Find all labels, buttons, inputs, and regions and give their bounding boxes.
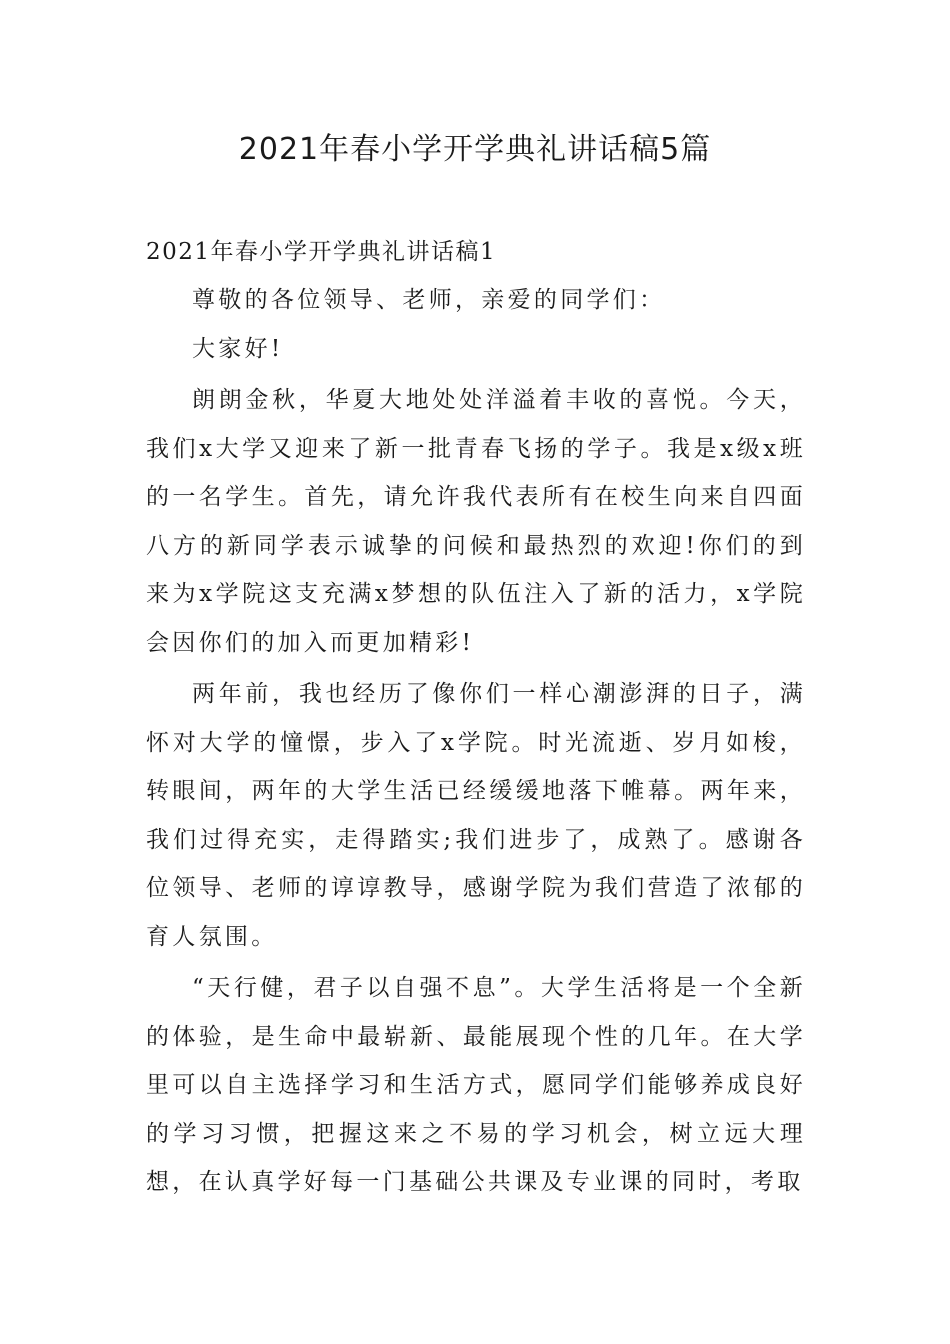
body-paragraph: “天行健，君子以自强不息”。大学生活将是一个全新的体验，是生命中最崭新、最能展现个性的几年。在大学里可以自主选择学习和生活方式，愿同学们能够养成良好的学习习惯，把握这来之不易的学习机会，树立远大理想，在认真学好每一门基础公共课及专业课的同时，考取 [146, 975, 806, 1195]
greeting-paragraph: 大家好! [192, 335, 284, 362]
body-paragraph: 两年前，我也经历了像你们一样心潮澎湃的日子，满怀对大学的憧憬，步入了x学院。时光流逝、岁月如梭，转眼间，两年的大学生活已经缓缓地落下帷幕。两年来，我们过得充实，走得踏实;我们进步了，成熟了。感谢各位领导、老师的谆谆教导，感谢学院为我们营造了浓郁的育人氛围。 [146, 681, 806, 950]
document-title: 2021年春小学开学典礼讲话稿5篇 [238, 132, 712, 167]
body-paragraph: 朗朗金秋，华夏大地处处洋溢着丰收的喜悦。今天，我们x大学又迎来了新一批青春飞扬的学子。我是x级x班的一名学生。首先，请允许我代表所有在校生向来自四面八方的新同学表示诚挚的问候和最热烈的欢迎!你们的到来为x学院这支充满x梦想的队伍注入了新的活力，x学院会因你们的加入而更加精彩! [146, 387, 806, 656]
document-body [146, 228, 806, 1207]
salutation-paragraph: 尊敬的各位领导、老师，亲爱的同学们： [192, 287, 666, 313]
section-heading: 2021年春小学开学典礼讲话稿1 [146, 239, 497, 265]
